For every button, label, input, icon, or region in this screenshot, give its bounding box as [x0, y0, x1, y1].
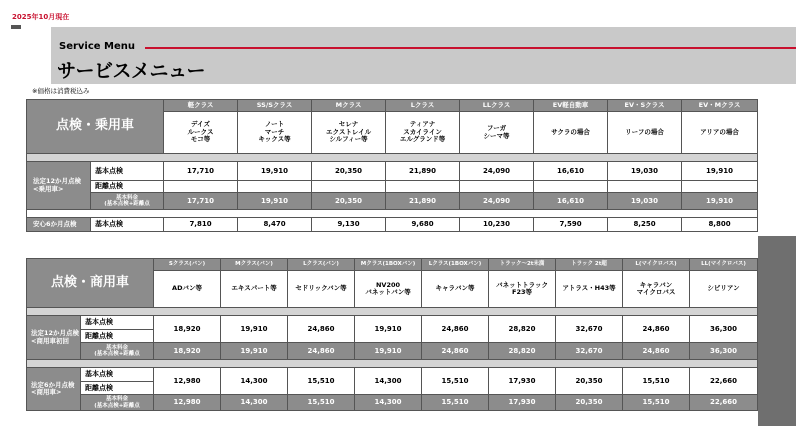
price-cell: 22,660 [690, 368, 758, 395]
fee-cell: 16,610 [534, 193, 608, 210]
price-cell: 19,910 [221, 316, 288, 343]
spacer-row [27, 308, 758, 316]
fee-cell: 19,910 [355, 343, 422, 360]
row-label-fee: 基本料金 (基本点検+距離点 [91, 193, 164, 210]
model-cell: アリアの場合 [682, 112, 758, 154]
class-header: SS/Sクラス [238, 100, 312, 112]
commercial-title: 点検・商用車 [27, 259, 154, 308]
class-header: L(マイクロバス) [623, 259, 690, 271]
group-label-6m: 安心6か月点検 [27, 218, 91, 232]
price-cell: 10,230 [460, 218, 534, 232]
group-label-6m: 法定6か月点検 <商用車> [27, 368, 81, 411]
class-header: EV・Sクラス [608, 100, 682, 112]
group-label-12m: 法定12か月点検 <乗用車> [27, 162, 91, 210]
class-header: EV・Mクラス [682, 100, 758, 112]
spacer-row [27, 154, 758, 162]
class-header: トラック～2t未満 [489, 259, 556, 271]
commercial-table [26, 258, 758, 411]
model-cell: バネットトラック F23等 [489, 271, 556, 308]
price-cell: 24,860 [623, 316, 690, 343]
row-label-distance: 距離点検 [91, 181, 164, 193]
passenger-table [26, 99, 758, 232]
class-header: Lクラス [386, 100, 460, 112]
price-cell: 28,820 [489, 316, 556, 343]
price-cell: 14,300 [221, 368, 288, 395]
price-cell: 8,800 [682, 218, 758, 232]
row-label-basic: 基本点検 [81, 368, 154, 382]
title-rule [145, 47, 796, 49]
spacer-row [27, 360, 758, 368]
fee-cell: 36,300 [690, 343, 758, 360]
class-header: トラック 2t超 [556, 259, 623, 271]
group-label-12m: 法定12か月点検 <商用車初回 [27, 316, 81, 360]
fee-cell: 20,350 [312, 193, 386, 210]
model-cell: ノート マーチ キックス等 [238, 112, 312, 154]
fee-cell: 14,300 [221, 395, 288, 411]
model-cell: リーフの場合 [608, 112, 682, 154]
price-cell: 9,680 [386, 218, 460, 232]
class-header: Mクラス [312, 100, 386, 112]
model-cell: セドリックバン等 [288, 271, 355, 308]
row-label-basic: 基本点検 [91, 218, 164, 232]
price-cell: 14,300 [355, 368, 422, 395]
price-cell: 20,350 [312, 162, 386, 181]
class-header: Mクラス(バン) [221, 259, 288, 271]
price-cell: 21,890 [386, 162, 460, 181]
class-header: Lクラス(1BOXバン) [422, 259, 489, 271]
price-cell: 18,920 [154, 316, 221, 343]
page-header [51, 27, 796, 84]
fee-cell: 19,910 [221, 343, 288, 360]
side-marker [11, 25, 21, 29]
price-cell: 9,130 [312, 218, 386, 232]
fee-cell: 19,910 [238, 193, 312, 210]
fee-cell: 21,890 [386, 193, 460, 210]
class-header: LL(マイクロバス) [690, 259, 758, 271]
side-bar [758, 236, 796, 426]
fee-cell: 32,670 [556, 343, 623, 360]
price-cell: 19,910 [682, 162, 758, 181]
fee-cell: 24,860 [422, 343, 489, 360]
fee-cell: 19,030 [608, 193, 682, 210]
model-cell: NV200 バネットバン等 [355, 271, 422, 308]
fee-cell: 15,510 [623, 395, 690, 411]
price-cell: 16,610 [534, 162, 608, 181]
price-cell: 32,670 [556, 316, 623, 343]
price-cell: 24,860 [422, 316, 489, 343]
model-cell: エキスパート等 [221, 271, 288, 308]
price-cell: 19,910 [238, 162, 312, 181]
model-cell: キャラバン マイクロバス [623, 271, 690, 308]
fee-cell: 19,910 [682, 193, 758, 210]
model-cell: キャラバン等 [422, 271, 489, 308]
model-cell: サクラの場合 [534, 112, 608, 154]
row-label-fee: 基本料金 (基本点検+距離点 [81, 343, 154, 360]
model-cell: ティアナ スカイライン エルグランド等 [386, 112, 460, 154]
row-label-distance: 距離点検 [81, 330, 154, 343]
price-cell: 15,510 [623, 368, 690, 395]
price-cell: 7,810 [164, 218, 238, 232]
tax-note: ※価格は消費税込み [32, 87, 90, 95]
price-cell: 24,090 [460, 162, 534, 181]
class-header: LLクラス [460, 100, 534, 112]
price-cell: 17,710 [164, 162, 238, 181]
fee-cell: 24,860 [623, 343, 690, 360]
class-header: 軽クラス [164, 100, 238, 112]
row-label-basic: 基本点検 [81, 316, 154, 330]
fee-cell: 15,510 [288, 395, 355, 411]
class-header: EV軽自動車 [534, 100, 608, 112]
price-cell: 7,590 [534, 218, 608, 232]
price-cell: 12,980 [154, 368, 221, 395]
model-cell: シビリアン [690, 271, 758, 308]
model-cell: セレナ エクストレイル シルフィー等 [312, 112, 386, 154]
spacer-row [27, 210, 758, 218]
row-label-basic: 基本点検 [91, 162, 164, 181]
fee-cell: 17,710 [164, 193, 238, 210]
fee-cell: 15,510 [422, 395, 489, 411]
fee-cell: 28,820 [489, 343, 556, 360]
fee-cell: 22,660 [690, 395, 758, 411]
price-cell: 20,350 [556, 368, 623, 395]
fee-cell: 24,860 [288, 343, 355, 360]
price-cell: 15,510 [422, 368, 489, 395]
model-cell: ADバン等 [154, 271, 221, 308]
fee-cell: 17,930 [489, 395, 556, 411]
passenger-title: 点検・乗用車 [27, 100, 164, 154]
fee-cell: 20,350 [556, 395, 623, 411]
row-label-fee: 基本料金 (基本点検+距離点 [81, 395, 154, 411]
row-label-distance: 距離点検 [81, 382, 154, 395]
fee-cell: 24,090 [460, 193, 534, 210]
price-cell: 8,250 [608, 218, 682, 232]
price-cell: 15,510 [288, 368, 355, 395]
fee-cell: 12,980 [154, 395, 221, 411]
class-header: Lクラス(バン) [288, 259, 355, 271]
class-header: Sクラス(バン) [154, 259, 221, 271]
price-cell: 19,030 [608, 162, 682, 181]
price-cell: 19,910 [355, 316, 422, 343]
class-header: Mクラス(1BOXバン) [355, 259, 422, 271]
title-en: Service Menu [59, 41, 136, 52]
fee-cell: 14,300 [355, 395, 422, 411]
price-cell: 24,860 [288, 316, 355, 343]
model-cell: フーガ シーマ等 [460, 112, 534, 154]
date-label: 2025年10月現在 [12, 13, 70, 21]
price-cell: 17,930 [489, 368, 556, 395]
model-cell: アトラス・H43等 [556, 271, 623, 308]
fee-cell: 18,920 [154, 343, 221, 360]
price-cell: 36,300 [690, 316, 758, 343]
price-cell: 8,470 [238, 218, 312, 232]
page-title: サービスメニュー [57, 60, 206, 82]
model-cell: デイズ ルークス モコ等 [164, 112, 238, 154]
